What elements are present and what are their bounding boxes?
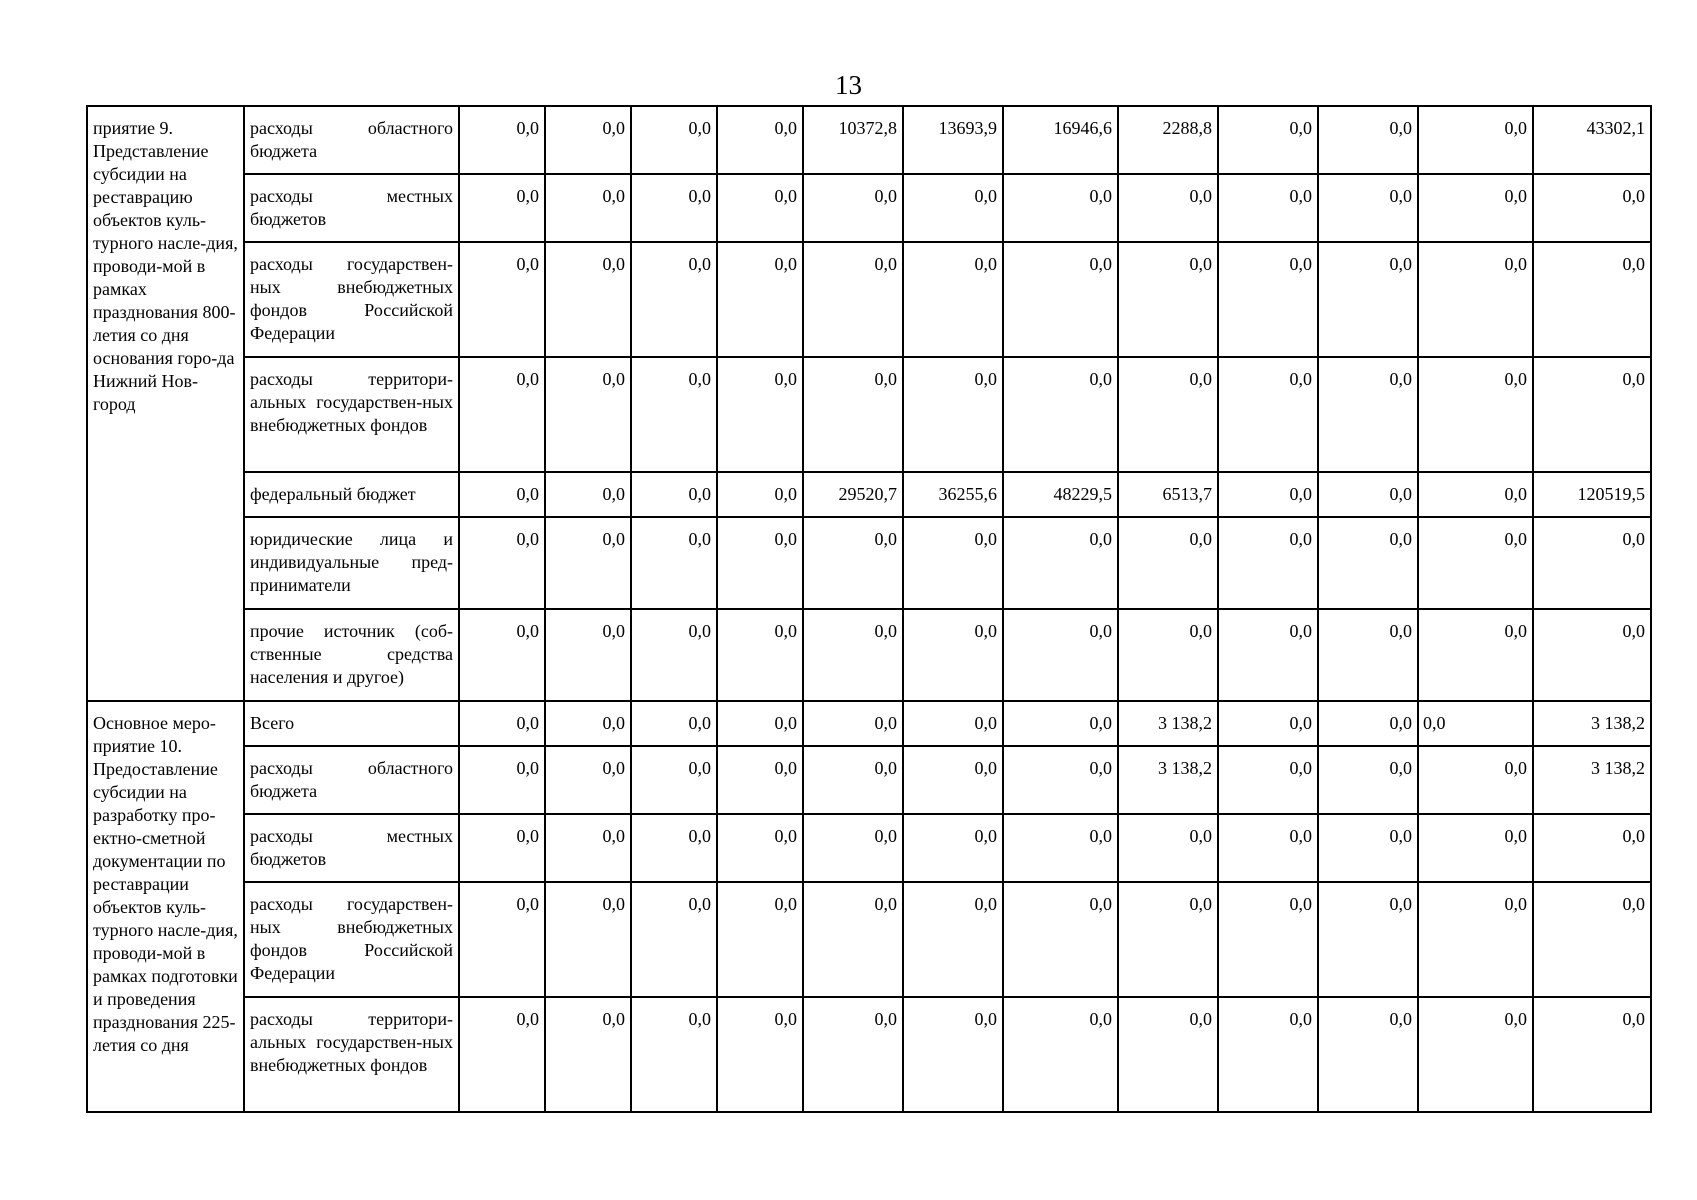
value-cell: 0,0	[1418, 882, 1533, 997]
value-cell: 0,0	[545, 746, 631, 814]
value-cell: 0,0	[717, 814, 803, 882]
value-cell: 0,0	[1318, 242, 1418, 357]
value-cell: 0,0	[717, 609, 803, 701]
value-cell: 0,0	[1003, 242, 1118, 357]
value-cell: 0,0	[903, 814, 1003, 882]
value-cell: 0,0	[717, 701, 803, 746]
value-cell: 0,0	[1318, 357, 1418, 472]
table-row	[87, 174, 1651, 242]
value-cell: 0,0	[1318, 814, 1418, 882]
value-cell: 0,0	[1118, 882, 1218, 997]
value-cell: 0,0	[459, 106, 545, 174]
value-cell: 0,0	[631, 882, 717, 997]
value-cell: 0,0	[459, 997, 545, 1112]
value-cell: 0,0	[1218, 814, 1318, 882]
value-cell: 0,0	[903, 882, 1003, 997]
table-row	[87, 517, 1651, 609]
value-cell: 0,0	[803, 609, 903, 701]
value-cell: 0,0	[1318, 472, 1418, 517]
value-cell: 0,0	[1003, 814, 1118, 882]
measure-cell: приятие 9. Представление субсидии на реставрацию объектов куль-турного насле-дия, проводи-мой в рамках празднования 800-летия со дня основания горо-да Нижний Нов-город	[87, 106, 244, 701]
funding-source-cell: расходы областного бюджета	[244, 106, 459, 174]
table-row	[87, 472, 1651, 517]
value-cell: 0,0	[717, 106, 803, 174]
value-cell: 0,0	[717, 882, 803, 997]
value-cell: 0,0	[631, 517, 717, 609]
value-cell: 0,0	[459, 701, 545, 746]
value-cell: 0,0	[803, 701, 903, 746]
value-cell: 0,0	[631, 746, 717, 814]
value-cell: 0,0	[1533, 242, 1651, 357]
value-cell: 0,0	[631, 609, 717, 701]
value-cell: 0,0	[1418, 814, 1533, 882]
value-cell: 43302,1	[1533, 106, 1651, 174]
value-cell: 0,0	[1318, 701, 1418, 746]
measure-cell: Основное меро-приятие 10. Предоставление субсидии на разработку про-ектно-сметной документации по реставрации объектов куль-турного насле-дия, проводи-мой в рамках подготовки и проведения празднования 225-летия со дня	[87, 701, 244, 1112]
value-cell: 0,0	[717, 357, 803, 472]
value-cell: 0,0	[1318, 174, 1418, 242]
value-cell: 0,0	[1218, 242, 1318, 357]
value-cell: 0,0	[631, 997, 717, 1112]
value-cell: 0,0	[1533, 814, 1651, 882]
value-cell: 0,0	[631, 242, 717, 357]
value-cell: 0,0	[545, 882, 631, 997]
value-cell: 0,0	[1418, 357, 1533, 472]
value-cell: 36255,6	[903, 472, 1003, 517]
value-cell: 0,0	[631, 472, 717, 517]
value-cell: 0,0	[1318, 997, 1418, 1112]
value-cell: 0,0	[1218, 357, 1318, 472]
value-cell: 0,0	[459, 609, 545, 701]
value-cell: 0,0	[1118, 174, 1218, 242]
value-cell: 0,0	[1003, 517, 1118, 609]
value-cell: 0,0	[1533, 609, 1651, 701]
value-cell: 0,0	[631, 357, 717, 472]
value-cell: 0,0	[803, 174, 903, 242]
value-cell: 0,0	[459, 242, 545, 357]
funding-source-cell: федеральный бюджет	[244, 472, 459, 517]
funding-source-cell: прочие источник (соб-ственные средства населения и другое)	[244, 609, 459, 701]
value-cell: 3 138,2	[1118, 701, 1218, 746]
funding-source-cell: юридические лица и индивидуальные пред-приниматели	[244, 517, 459, 609]
value-cell: 0,0	[1318, 106, 1418, 174]
value-cell: 0,0	[1003, 746, 1118, 814]
value-cell: 0,0	[717, 472, 803, 517]
table-row	[87, 106, 1651, 174]
value-cell: 0,0	[1218, 609, 1318, 701]
value-cell: 0,0	[545, 174, 631, 242]
value-cell: 10372,8	[803, 106, 903, 174]
value-cell: 0,0	[1218, 472, 1318, 517]
value-cell: 3 138,2	[1118, 746, 1218, 814]
value-cell: 0,0	[1218, 882, 1318, 997]
value-cell: 0,0	[717, 997, 803, 1112]
value-cell: 0,0	[803, 242, 903, 357]
table-row	[87, 357, 1651, 472]
value-cell: 0,0	[459, 472, 545, 517]
value-cell: 0,0	[717, 517, 803, 609]
value-cell: 48229,5	[1003, 472, 1118, 517]
value-cell: 0,0	[1533, 357, 1651, 472]
value-cell: 0,0	[631, 701, 717, 746]
value-cell: 0,0	[1533, 882, 1651, 997]
value-cell: 0,0	[903, 517, 1003, 609]
value-cell: 0,0	[903, 609, 1003, 701]
funding-source-cell: расходы местных бюджетов	[244, 814, 459, 882]
value-cell: 0,0	[903, 174, 1003, 242]
value-cell: 0,0	[1418, 472, 1533, 517]
table-row	[87, 746, 1651, 814]
funding-source-cell: расходы государствен-ных внебюджетных фондов Российской Федерации	[244, 882, 459, 997]
value-cell: 0,0	[459, 814, 545, 882]
value-cell: 0,0	[803, 882, 903, 997]
value-cell: 0,0	[1003, 609, 1118, 701]
value-cell: 0,0	[717, 174, 803, 242]
value-cell: 0,0	[631, 814, 717, 882]
value-cell: 0,0	[1118, 357, 1218, 472]
value-cell: 0,0	[1318, 517, 1418, 609]
value-cell: 2288,8	[1118, 106, 1218, 174]
value-cell: 0,0	[903, 746, 1003, 814]
value-cell: 0,0	[1218, 701, 1318, 746]
value-cell: 0,0	[1118, 609, 1218, 701]
value-cell: 0,0	[1533, 517, 1651, 609]
table-row	[87, 997, 1651, 1112]
value-cell: 0,0	[1003, 882, 1118, 997]
value-cell: 0,0	[1218, 106, 1318, 174]
funding-source-cell: расходы местных бюджетов	[244, 174, 459, 242]
value-cell: 0,0	[1418, 997, 1533, 1112]
value-cell: 0,0	[545, 472, 631, 517]
value-cell: 0,0	[1318, 882, 1418, 997]
value-cell: 0,0	[1218, 517, 1318, 609]
value-cell: 0,0	[1318, 746, 1418, 814]
value-cell: 0,0	[1533, 997, 1651, 1112]
value-cell: 0,0	[545, 517, 631, 609]
value-cell: 0,0	[1118, 242, 1218, 357]
funding-source-cell: расходы территори-альных государствен-ных внебюджетных фондов	[244, 357, 459, 472]
value-cell: 0,0	[1003, 701, 1118, 746]
value-cell: 0,0	[803, 357, 903, 472]
value-cell: 0,0	[1418, 106, 1533, 174]
value-cell: 0,0	[1418, 701, 1533, 746]
value-cell: 0,0	[903, 997, 1003, 1112]
value-cell: 0,0	[545, 609, 631, 701]
value-cell: 0,0	[1418, 609, 1533, 701]
funding-source-cell: расходы государствен-ных внебюджетных фондов Российской Федерации	[244, 242, 459, 357]
value-cell: 0,0	[717, 242, 803, 357]
value-cell: 0,0	[545, 242, 631, 357]
value-cell: 0,0	[1218, 746, 1318, 814]
value-cell: 0,0	[459, 517, 545, 609]
table-row	[87, 814, 1651, 882]
value-cell: 0,0	[459, 357, 545, 472]
value-cell: 0,0	[1118, 997, 1218, 1112]
value-cell: 0,0	[459, 746, 545, 814]
value-cell: 0,0	[903, 357, 1003, 472]
table-row	[87, 882, 1651, 997]
value-cell: 29520,7	[803, 472, 903, 517]
value-cell: 0,0	[1418, 242, 1533, 357]
value-cell: 16946,6	[1003, 106, 1118, 174]
value-cell: 0,0	[1003, 357, 1118, 472]
value-cell: 0,0	[803, 814, 903, 882]
value-cell: 0,0	[1318, 609, 1418, 701]
value-cell: 0,0	[717, 746, 803, 814]
value-cell: 0,0	[1218, 997, 1318, 1112]
table-row	[87, 701, 1651, 746]
funding-source-cell: расходы областного бюджета	[244, 746, 459, 814]
value-cell: 0,0	[1218, 174, 1318, 242]
value-cell: 3 138,2	[1533, 701, 1651, 746]
value-cell: 0,0	[545, 701, 631, 746]
budget-table	[86, 105, 1652, 1113]
value-cell: 3 138,2	[1533, 746, 1651, 814]
value-cell: 0,0	[1118, 517, 1218, 609]
value-cell: 0,0	[459, 174, 545, 242]
value-cell: 0,0	[803, 517, 903, 609]
value-cell: 0,0	[545, 106, 631, 174]
value-cell: 0,0	[631, 106, 717, 174]
value-cell: 0,0	[545, 997, 631, 1112]
value-cell: 6513,7	[1118, 472, 1218, 517]
budget-table-body	[87, 106, 1651, 1112]
value-cell: 120519,5	[1533, 472, 1651, 517]
value-cell: 13693,9	[903, 106, 1003, 174]
value-cell: 0,0	[1418, 746, 1533, 814]
value-cell: 0,0	[903, 242, 1003, 357]
value-cell: 0,0	[545, 357, 631, 472]
table-row	[87, 242, 1651, 357]
value-cell: 0,0	[1003, 997, 1118, 1112]
value-cell: 0,0	[1418, 517, 1533, 609]
page-number: 13	[835, 70, 862, 100]
table-row	[87, 609, 1651, 701]
value-cell: 0,0	[903, 701, 1003, 746]
value-cell: 0,0	[1418, 174, 1533, 242]
value-cell: 0,0	[459, 882, 545, 997]
value-cell: 0,0	[545, 814, 631, 882]
value-cell: 0,0	[1003, 174, 1118, 242]
value-cell: 0,0	[1533, 174, 1651, 242]
value-cell: 0,0	[631, 174, 717, 242]
value-cell: 0,0	[1118, 814, 1218, 882]
value-cell: 0,0	[803, 997, 903, 1112]
funding-source-cell: Всего	[244, 701, 459, 746]
funding-source-cell: расходы территори-альных государствен-ных внебюджетных фондов	[244, 997, 459, 1112]
value-cell: 0,0	[803, 746, 903, 814]
